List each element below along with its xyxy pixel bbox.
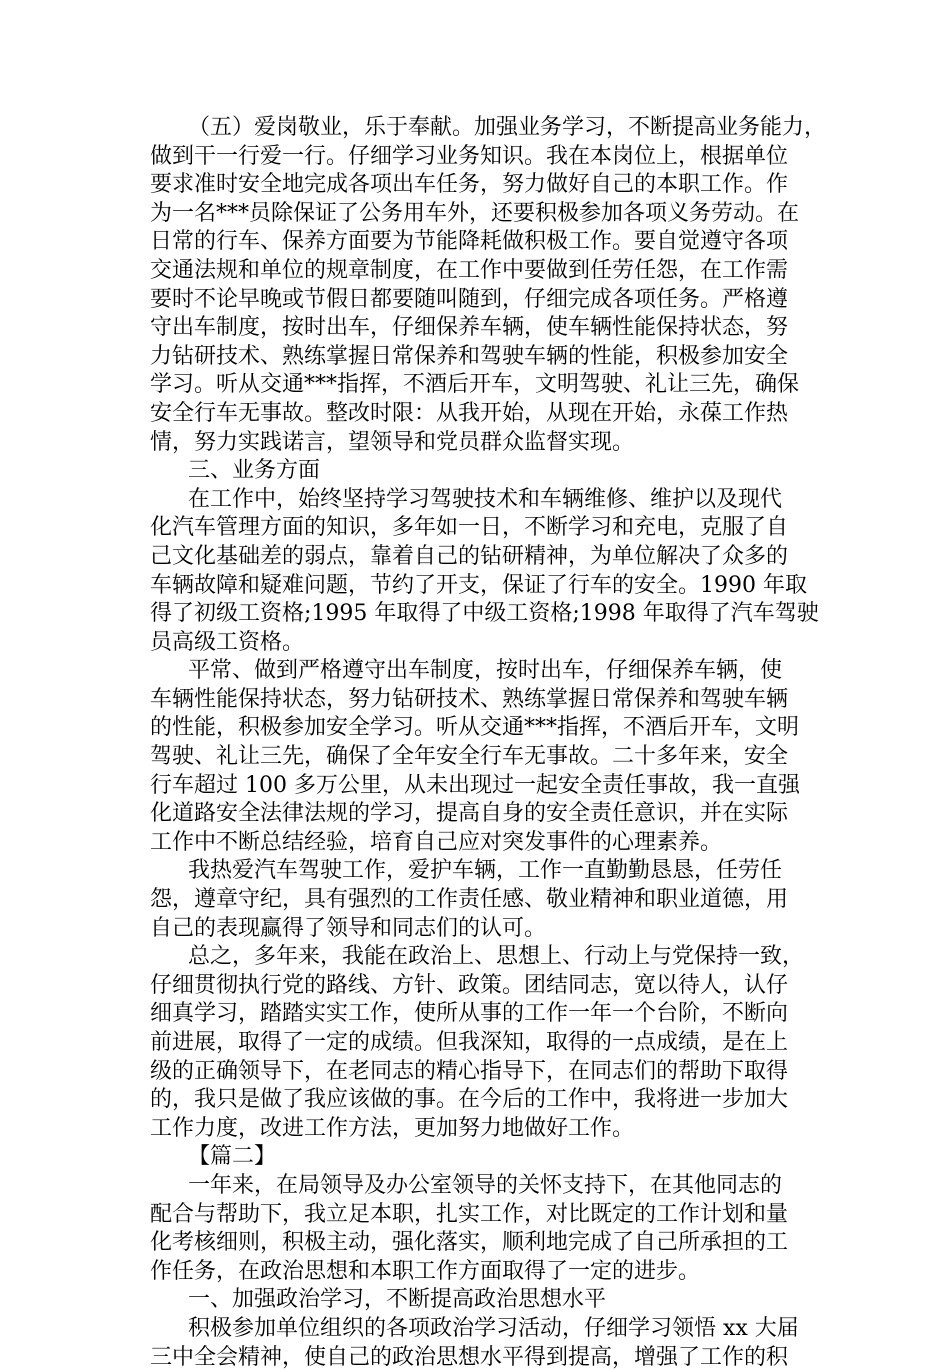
paragraph-line: 安全行车无事故。整改时限：从我开始，从现在开始，永葆工作热 <box>150 400 789 426</box>
paragraph-line: 的性能，积极参加安全学习。听从交通***指挥，不酒后开车，文明 <box>150 715 800 741</box>
paragraph-line: 工作力度，改进工作方法，更加努力地做好工作。 <box>150 1115 635 1141</box>
paragraph-line: 作任务，在政治思想和本职工作方面取得了一定的进步。 <box>150 1258 701 1284</box>
paragraph-line: 化汽车管理方面的知识，多年如一日，不断学习和充电，克服了自 <box>150 515 789 541</box>
section-heading: 一、加强政治学习，不断提高政治思想水平 <box>188 1287 607 1313</box>
paragraph-line: 员高级工资格。 <box>150 629 305 655</box>
section-heading: 【篇二】 <box>188 1144 277 1170</box>
paragraph-line: 为一名***员除保证了公务用车外，还要积极参加各项义务劳动。在 <box>150 200 800 226</box>
paragraph-line: 细真学习，踏踏实实工作，使所从事的工作一年一个台阶，不断向 <box>150 1001 789 1027</box>
paragraph-line: 平常、做到严格遵守出车制度，按时出车，仔细保养车辆，使 <box>188 658 783 684</box>
paragraph-line: 工作中不断总结经验，培育自己应对突发事件的心理素养。 <box>150 829 723 855</box>
paragraph-line: 三中全会精神，使自己的政治思想水平得到提高，增强了工作的积 <box>150 1344 789 1370</box>
paragraph-line: 驾驶、礼让三先，确保了全年安全行车无事故。二十多年来，安全 <box>150 744 789 770</box>
paragraph-line: 前进展，取得了一定的成绩。但我深知，取得的一点成绩，是在上 <box>150 1030 789 1055</box>
paragraph-line: 仔细贯彻执行党的路线、方针、政策。团结同志，宽以待人，认仔 <box>150 972 789 998</box>
document-page <box>150 114 827 1372</box>
paragraph-line: 总之，多年来，我能在政治上、思想上、行动上与党保持一致， <box>188 944 805 970</box>
paragraph-line: 车辆故障和疑难问题，节约了开支，保证了行车的安全。1990 年取 <box>150 572 807 598</box>
paragraph-line: 我热爱汽车驾驶工作，爱护车辆，工作一直勤勤恳恳，任劳任 <box>188 858 783 884</box>
paragraph-line: 要时不论早晚或节假日都要随叫随到，仔细完成各项任务。严格遵 <box>150 286 789 312</box>
paragraph-line: 得了初级工资格;1995 年取得了中级工资格;1998 年取得了汽车驾驶 <box>150 601 819 627</box>
paragraph-line: 守出车制度，按时出车，仔细保养车辆，使车辆性能保持状态，努 <box>150 315 789 341</box>
paragraph-line: 日常的行车、保养方面要为节能降耗做积极工作。要自觉遵守各项 <box>150 229 789 255</box>
paragraph-line: 做到干一行爱一行。仔细学习业务知识。我在本岗位上，根据单位 <box>150 143 789 169</box>
paragraph-line: 己文化基础差的弱点，靠着自己的钻研精神，为单位解决了众多的 <box>150 543 789 569</box>
paragraph-line: （五）爱岗敬业，乐于奉献。加强业务学习，不断提高业务能力， <box>188 115 827 140</box>
paragraph-line: 化考核细则，积极主动，强化落实，顺利地完成了自己所承担的工 <box>150 1230 789 1256</box>
paragraph-line: 情，努力实践诺言，望领导和党员群众监督实现。 <box>150 429 635 455</box>
paragraph-line: 力钻研技术、熟练掌握日常保养和驾驶车辆的性能，积极参加安全 <box>150 343 789 369</box>
paragraph-line: 要求准时安全地完成各项出车任务，努力做好自己的本职工作。作 <box>150 172 789 198</box>
paragraph-line: 配合与帮助下，我立足本职，扎实工作，对比既定的工作计划和量 <box>150 1201 789 1227</box>
paragraph-line: 行车超过 100 多万公里，从未出现过一起安全责任事故，我一直强 <box>150 772 800 798</box>
paragraph-line: 自己的表现赢得了领导和同志们的认可。 <box>150 915 547 941</box>
paragraph-line: 在工作中，始终坚持学习驾驶技术和车辆维修、维护以及现代 <box>188 486 783 512</box>
paragraph-line: 学习。听从交通***指挥，不酒后开车，文明驾驶、礼让三先，确保 <box>150 372 800 398</box>
paragraph-line: 级的正确领导下，在老同志的精心指导下，在同志们的帮助下取得 <box>150 1058 789 1084</box>
paragraph-line: 一年来，在局领导及办公室领导的关怀支持下，在其他同志的 <box>188 1172 783 1198</box>
paragraph-line: 交通法规和单位的规章制度，在工作中要做到任劳任怨，在工作需 <box>150 257 789 283</box>
paragraph-line: 车辆性能保持状态，努力钻研技术、熟练掌握日常保养和驾驶车辆 <box>150 686 789 712</box>
paragraph-line: 怨，遵章守纪，具有强烈的工作责任感、敬业精神和职业道德，用 <box>150 887 789 913</box>
section-heading: 三、业务方面 <box>188 458 321 484</box>
paragraph-line: 化道路安全法律法规的学习，提高自身的安全责任意识，并在实际 <box>150 801 789 827</box>
paragraph-line: 积极参加单位组织的各项政治学习活动，仔细学习领悟 xx 大届 <box>188 1315 799 1341</box>
paragraph-line: 的，我只是做了我应该做的事。在今后的工作中，我将进一步加大 <box>150 1087 789 1113</box>
